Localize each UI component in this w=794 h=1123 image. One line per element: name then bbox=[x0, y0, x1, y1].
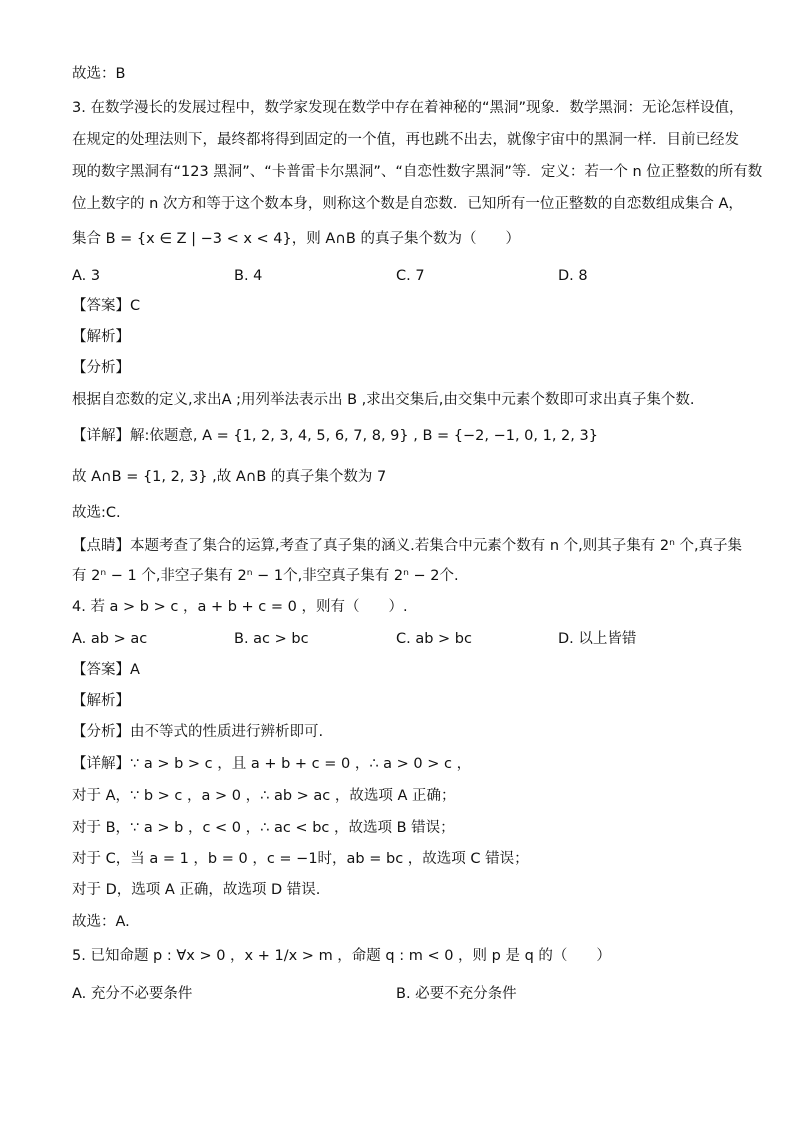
q4-option-c: C. ab > bc bbox=[396, 631, 472, 647]
question-3-text: 在规定的处理法则下，最终都将得到固定的一个值，再也跳不出去，就像宇宙中的黑洞一样．目前已经发 bbox=[72, 132, 739, 148]
conclusion-text: 故选：A. bbox=[72, 914, 130, 930]
q3-option-c: C. 7 bbox=[396, 268, 425, 284]
q3-option-a: A. 3 bbox=[72, 268, 101, 284]
detail-text: 对于 C，当 a = 1 ，b = 0 ，c = −1时，ab = bc ，故选项 C 错误； bbox=[72, 851, 529, 867]
question-3-text: 3. 在数学漫长的发展过程中，数学家发现在数学中存在着神秘的“黑洞”现象．数学黑洞：无论怎样设值， bbox=[72, 100, 744, 116]
analysis-text: 根据自恋数的定义,求出A ;用列举法表示出 B ,求出交集后,由交集中元素个数即可求出真子集个数. bbox=[72, 392, 695, 408]
detail-text: 故 A∩B = {1, 2, 3} ,故 A∩B 的真子集个数为 7 bbox=[72, 469, 387, 485]
question-3-text: 集合 B = {x ∈ Z | −3 < x < 4}，则 A∩B 的真子集个数为（ ） bbox=[72, 231, 520, 247]
analysis-label: 【解析】 bbox=[72, 329, 130, 345]
analysis-label: 【解析】 bbox=[72, 693, 130, 709]
q5-option-b: B. 必要不充分条件 bbox=[396, 986, 517, 1002]
conclusion-text: 故选:C. bbox=[72, 505, 121, 521]
q4-option-a: A. ab > ac bbox=[72, 631, 148, 647]
q4-option-d: D. 以上皆错 bbox=[558, 631, 637, 647]
question-3-text: 现的数字黑洞有“123 黑洞”、“卡普雷卡尔黑洞”、“自恋性数字黑洞”等．定义：若一个 n 位正整数的所有数 bbox=[72, 164, 763, 180]
question-3-text: 位上数字的 n 次方和等于这个数本身，则称这个数是自恋数．已知所有一位正整数的自恋数组成集合 A， bbox=[72, 196, 743, 212]
answer-line-q2: 故选：B bbox=[72, 66, 126, 82]
detail-text: 对于 A，∵ b > c ，a > 0 ，∴ ab > ac ，故选项 A 正确； bbox=[72, 788, 456, 804]
analysis-heading: 【分析】 bbox=[72, 360, 130, 376]
detail-text: 【详解】∵ a > b > c ，且 a + b + c = 0 ，∴ a > 0 > c ， bbox=[72, 756, 472, 772]
q5-option-a: A. 充分不必要条件 bbox=[72, 986, 193, 1002]
answer-label: 【答案】C bbox=[72, 298, 141, 314]
q4-option-b: B. ac > bc bbox=[234, 631, 309, 647]
detail-text: 对于 D，选项 A 正确，故选项 D 错误. bbox=[72, 882, 321, 898]
remark-text: 【点睛】本题考查了集合的运算,考查了真子集的涵义.若集合中元素个数有 n 个,则其子集有 2ⁿ 个,真子集 bbox=[72, 538, 743, 554]
question-5-text: 5. 已知命题 p : ∀x > 0 ，x + 1/x > m ，命题 q : m < 0 ，则 p 是 q 的（ ） bbox=[72, 948, 611, 964]
detail-text: 对于 B，∵ a > b ，c < 0 ，∴ ac < bc ，故选项 B 错误； bbox=[72, 820, 455, 836]
q3-option-d: D. 8 bbox=[558, 268, 588, 284]
question-4-text: 4. 若 a > b > c ，a + b + c = 0 ，则有（ ）. bbox=[72, 599, 408, 615]
detail-text: 【详解】解:依题意, A = {1, 2, 3, 4, 5, 6, 7, 8, 9} , B = {−2, −1, 0, 1, 2, 3} bbox=[72, 428, 598, 444]
remark-text: 有 2ⁿ − 1 个,非空子集有 2ⁿ − 1个,非空真子集有 2ⁿ − 2个. bbox=[72, 568, 459, 584]
q3-option-b: B. 4 bbox=[234, 268, 263, 284]
analysis-text: 【分析】由不等式的性质进行辨析即可. bbox=[72, 724, 324, 740]
answer-label: 【答案】A bbox=[72, 662, 140, 678]
